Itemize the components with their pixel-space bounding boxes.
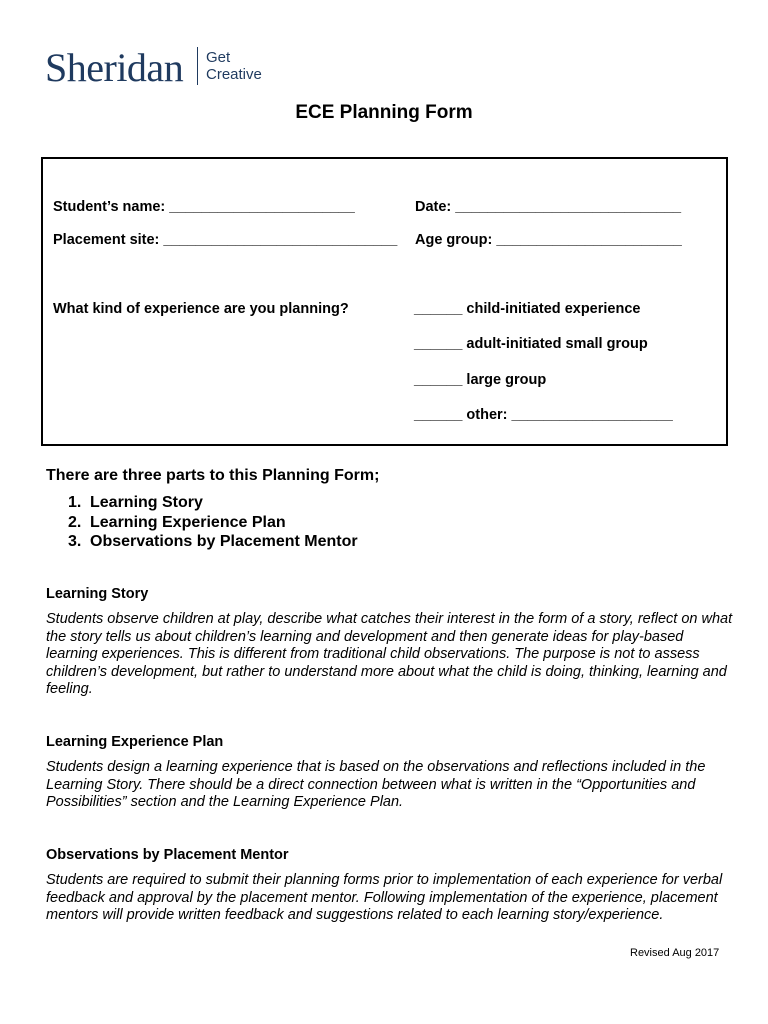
option-adult-initiated-small-group[interactable]: ______ adult-initiated small group xyxy=(414,336,648,352)
section-heading-learning-story: Learning Story xyxy=(46,586,149,602)
age-group-field[interactable]: Age group: _______________________ xyxy=(415,232,682,248)
logo-tagline-line2: Creative xyxy=(206,66,262,83)
date-field[interactable]: Date: ____________________________ xyxy=(415,199,682,215)
parts-intro: There are three parts to this Planning Form; xyxy=(46,467,380,484)
list-number: 3. xyxy=(68,533,82,550)
placement-site-field[interactable]: Placement site: _____________________________ xyxy=(53,232,398,248)
option-large-group[interactable]: ______ large group xyxy=(414,372,547,388)
list-number: 2. xyxy=(68,514,82,531)
logo-tagline xyxy=(206,49,262,83)
sheridan-logo-wordmark: Sheridan xyxy=(45,45,184,90)
logo-divider xyxy=(197,47,198,85)
list-label: Observations by Placement Mentor xyxy=(90,533,358,550)
student-name-field[interactable]: Student’s name: _______________________ xyxy=(53,199,355,215)
section-heading-observations: Observations by Placement Mentor xyxy=(46,847,289,863)
list-number: 1. xyxy=(68,494,82,511)
section-heading-learning-experience-plan: Learning Experience Plan xyxy=(46,734,224,750)
page-title: ECE Planning Form xyxy=(295,102,473,123)
option-other[interactable]: ______ other: ____________________ xyxy=(414,407,673,423)
list-label: Learning Story xyxy=(90,494,203,511)
list-item xyxy=(68,494,203,512)
list-label: Learning Experience Plan xyxy=(90,514,286,531)
list-item xyxy=(68,533,358,551)
experience-question: What kind of experience are you planning? xyxy=(53,301,349,317)
section-body-learning-story: Students observe children at play, describe what catches their interest in the form of a story, reflect on what the story tells us about children’s learning and development and then generate ideas for play-based learning experiences. This is different from traditional child observations. The purpose is not to assess children’s development, but rather to understand more about what the child is doing, thinking, learning and feeling. xyxy=(46,611,733,697)
section-body-observations: Students are required to submit their planning forms prior to implementation of each experience for verbal feedback and approval by the placement mentor. Following implementation of the experience, placement mentors will provide written feedback and suggestions related to each learning story/experience. xyxy=(46,872,723,923)
list-item xyxy=(68,514,286,532)
logo-tagline-line1: Get xyxy=(206,49,231,66)
section-body-learning-experience-plan: Students design a learning experience that is based on the observations and reflections included in the Learning Story. There should be a direct connection between what is written in the “Opportunities and Possibilities” section and the Learning Experience Plan. xyxy=(46,759,706,810)
option-child-initiated[interactable]: ______ child-initiated experience xyxy=(414,301,641,317)
revised-date: Revised Aug 2017 xyxy=(630,947,720,959)
